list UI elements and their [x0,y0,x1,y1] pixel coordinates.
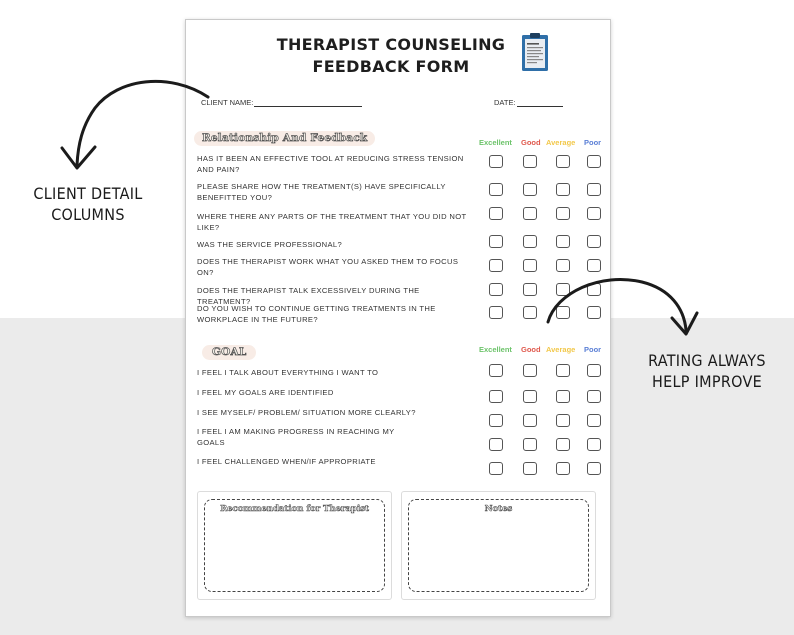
rating-header-average: Average [546,138,576,147]
question-text: I FEEL MY GOALS ARE IDENTIFIED [197,388,334,397]
notes-title: Notes [484,504,513,514]
question-text: DOES THE THERAPIST WORK WHAT YOU ASKED THEM TO FOCUS ON? [197,257,459,277]
annotation-right-line2: HELP IMPROVE [651,372,763,391]
rating-header-excellent: Excellent [479,345,512,354]
question-text: PLEASE SHARE HOW THE TREATMENT(S) HAVE SPECIFICALLY BENEFITTED YOU? [197,182,446,202]
client-name-label: CLIENT NAME: [201,98,254,107]
question-text: HAS IT BEEN AN EFFECTIVE TOOL AT REDUCING STRESS TENSION AND PAIN? [197,154,464,174]
question-text: WHERE THERE ANY PARTS OF THE TREATMENT THAT YOU DID NOT LIKE? [197,212,467,232]
question-text: I FEEL I AM MAKING PROGRESS IN REACHING MY GOALS [197,427,395,447]
annotation-left-line2: COLUMNS [51,205,125,224]
form-title-line1: THERAPIST COUNSELING [276,35,506,54]
rating-header-poor: Poor [584,138,602,147]
question-text: DO YOU WISH TO CONTINUE GETTING TREATMENTS IN THE WORKPLACE IN THE FUTURE? [197,304,436,324]
annotation-right-line1: RATING ALWAYS [648,351,766,370]
rating-header-excellent: Excellent [479,138,512,147]
date-label: DATE: [494,98,516,107]
section-title-goal: GOAL [202,345,256,360]
rating-header-good: Good [521,138,541,147]
question-text: WAS THE SERVICE PROFESSIONAL? [197,240,343,249]
section-title-relationship: Relationship And Feedback [194,131,375,146]
rating-header-good: Good [521,345,541,354]
question-text: I FEEL CHALLENGED WHEN/IF APPROPRIATE [197,457,376,466]
annotation-left-line1: CLIENT DETAIL [33,184,143,203]
rating-header-poor: Poor [584,345,602,354]
question-text: I FEEL I TALK ABOUT EVERYTHING I WANT TO [197,368,379,377]
rating-header-average: Average [546,345,576,354]
question-text: I SEE MYSELF/ PROBLEM/ SITUATION MORE CLEARLY? [197,408,416,417]
question-text: DOES THE THERAPIST TALK EXCESSIVELY DURING THE TREATMENT? [197,286,420,306]
recommendation-title: Recommendation for Therapist [220,504,369,514]
form-title-line2: FEEDBACK FORM [312,57,470,76]
